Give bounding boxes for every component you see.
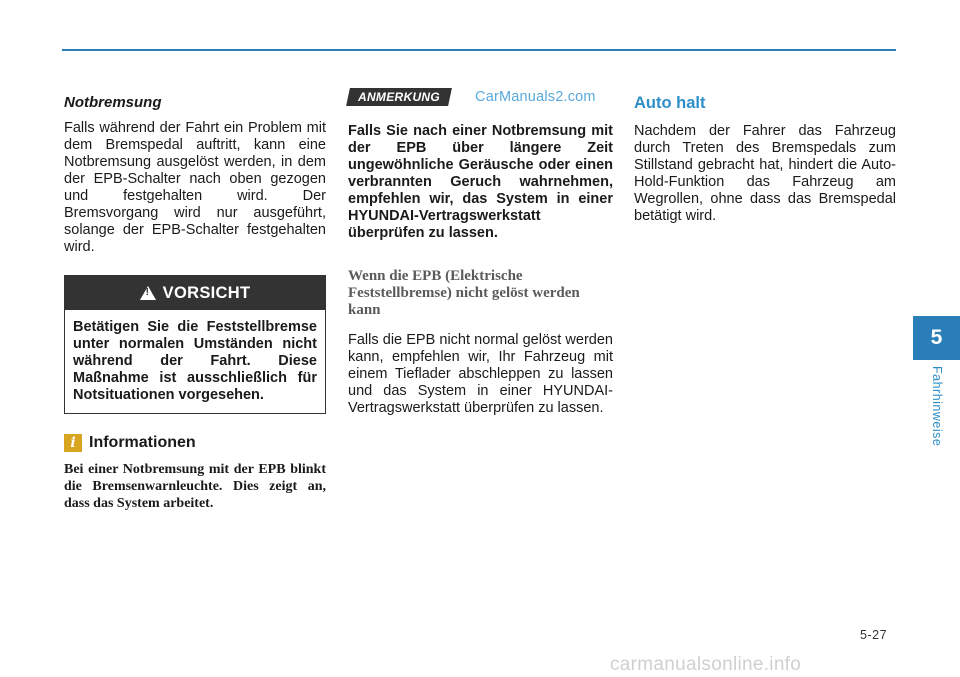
column-1	[64, 90, 326, 512]
note-label: ANMERKUNG	[358, 90, 441, 104]
section-heading-auto-halt: Auto halt	[634, 94, 706, 112]
watermark-text: CarManuals2.com	[475, 89, 596, 105]
footer-watermark: carmanualsonline.info	[610, 654, 802, 675]
caution-text: Betätigen Sie die Feststellbremse unter normalen Umständen nicht während der Fahrt. Diese Maßnahme ist ausschließlich für Notsituationen vorgesehen.	[73, 319, 317, 403]
page-number: 5-27	[860, 628, 888, 642]
info-icon: i	[64, 434, 82, 452]
info-text: Bei einer Notbremsung mit der EPB blinkt die Bremsenwarnleuchte. Dies zeigt an, dass das System arbeitet.	[64, 462, 326, 511]
info-header	[64, 434, 326, 452]
note-header	[348, 88, 613, 106]
chapter-label: Fahrhinweise	[930, 366, 944, 447]
caution-box	[64, 275, 326, 414]
caution-title: VORSICHT	[162, 283, 251, 302]
notbremsung-body: Falls während der Fahrt ein Problem mit dem Bremspedal auftritt, kann eine Notbremsung ausgelöst werden, in dem der EPB-Schalter nach oben gezogen und festgehalten wird. Der Bremsvorgang wird nur ausgeführt, solange der EPB-Schalter festgehalten wird.	[64, 120, 326, 255]
auto-halt-body: Nachdem der Fahrer das Fahrzeug durch Treten des Bremspedals zum Stillstand gebracht hat, hindert die Auto-Hold-Funktion das Fahrzeug am Wegrollen, ohne dass das Bremspedal betätigt wird.	[634, 123, 896, 224]
warning-triangle-icon	[140, 286, 156, 300]
column-2	[348, 90, 613, 417]
caution-header	[65, 276, 325, 310]
section-heading-notbremsung: Notbremsung	[64, 94, 162, 111]
section-subheading-epb: Wenn die EPB (Elektrische Feststellbremse) nicht gelöst werden kann	[348, 268, 580, 318]
note-text: Falls Sie nach einer Notbremsung mit der EPB über längere Zeit ungewöhnliche Geräusche oder einen verbrannten Geruch wahrnehmen, empfehlen wir, das System in einer HYUNDAI-Vertragswerkstatt überprüfen zu lassen.	[348, 123, 613, 241]
note-badge	[346, 88, 452, 106]
column-3	[634, 90, 896, 225]
top-rule	[62, 49, 896, 51]
chapter-tab: 5	[913, 316, 960, 360]
info-title: Informationen	[89, 434, 196, 451]
epb-body: Falls die EPB nicht normal gelöst werden kann, empfehlen wir, Ihr Fahrzeug mit einem Tieflader abschleppen zu lassen und das System in einer HYUNDAI-Vertragswerkstatt überprüfen zu lassen.	[348, 332, 613, 416]
